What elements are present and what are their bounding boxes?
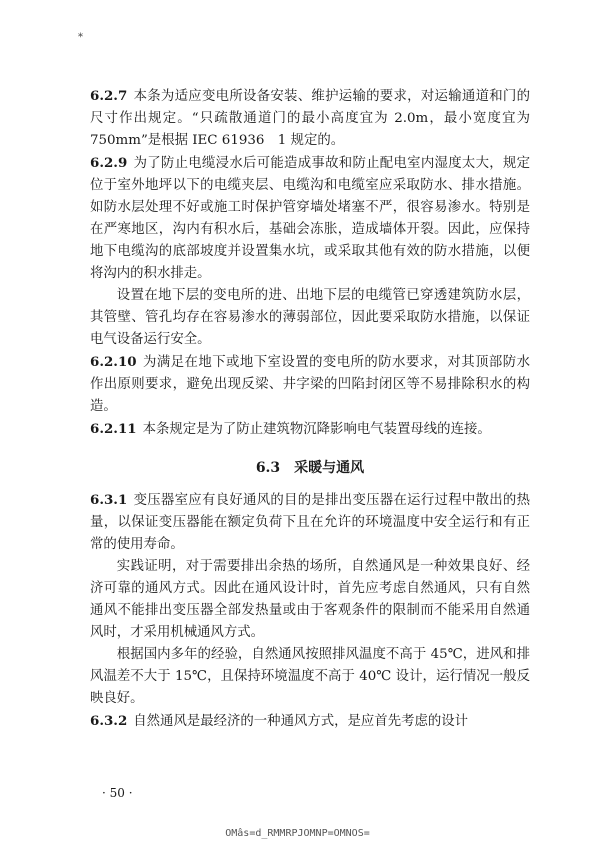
- section-heading: [90, 457, 530, 479]
- section-title-text: 采暖与通风: [294, 460, 365, 476]
- clause-6-2-7: [90, 85, 530, 152]
- clause-text: 自然通风是最经济的一种通风方式，是应首先考虑的设计: [133, 714, 469, 729]
- page-number: · 50 ·: [102, 786, 133, 800]
- section-number: 6.3: [255, 460, 281, 476]
- clause-number: 6.2.10: [90, 354, 137, 370]
- header-mark: *: [78, 32, 83, 43]
- clause-text: 变压器室应有良好通风的目的是排出变压器在运行过程中散出的热量，以保证变压器能在额定负荷下且在允许的环境温度中安全运行和有正常的使用寿命。: [90, 493, 530, 552]
- clause-6-2-10: [90, 351, 530, 418]
- clause-text: 本条规定是为了防止建筑物沉降影响电气装置母线的连接。: [142, 422, 491, 437]
- clause-6-3-2: [90, 710, 530, 733]
- clause-6-2-9: [90, 152, 530, 285]
- clause-number: 6.3.2: [90, 713, 128, 729]
- clause-number: 6.3.1: [90, 492, 128, 508]
- clause-text: 为了防止电缆浸水后可能造成事故和防止配电室内湿度太大，规定位于室外地坪以下的电缆夹层、电缆沟和电缆室应采取防水、排水措施。如防水层处理不好或施工时保护管穿墙处堵塞不严，很容易渗水。特别是在严寒地区，沟内有积水后，基础会冻胀，造成墙体开裂。因此，应保持地下电缆沟的底部坡度并设置集水坑，或采取其他有效的防水措施，以便将沟内的积水排走。: [90, 156, 530, 281]
- clause-number: 6.2.7: [90, 88, 128, 104]
- clause-6-2-11: [90, 418, 530, 441]
- clause-text: 为满足在地下或地下室设置的变电所的防水要求，对其顶部防水作出原则要求，避免出现反梁、井字梁的凹陷封闭区等不易排除积水的构造。: [90, 355, 530, 414]
- clause-6-3-1: [90, 489, 530, 556]
- page-content: [90, 85, 530, 733]
- clause-number: 6.2.11: [90, 421, 137, 437]
- body-paragraph: 设置在地下层的变电所的进、出地下层的电缆管已穿透建筑防水层，其管壁、管孔均存在容易渗水的薄弱部位，因此要采取防水措施，以保证电气设备运行安全。: [90, 288, 530, 347]
- body-paragraph: 根据国内多年的经验，自然通风按照排风温度不高于 45℃，进风和排风温差不大于 15℃，且保持环境温度不高于 40℃ 设计，运行情况一般反映良好。: [90, 647, 530, 706]
- clause-number: 6.2.9: [90, 155, 128, 171]
- clause-text: 本条为适应变电所设备安装、维护运输的要求，对运输通道和门的尺寸作出规定。“只疏散通道门的最小高度宜为 2.0m，最小宽度宜为 750mm”是根据 IEC 61936 1 规定的。: [90, 89, 530, 148]
- body-paragraph: 实践证明，对于需要排出余热的场所，自然通风是一种效果良好、经济可靠的通风方式。因此在通风设计时，首先应考虑自然通风，只有自然通风不能排出变压器全部发热量或由于客观条件的限制而不能采用自然通风时，才采用机械通风方式。: [90, 559, 530, 640]
- footer-code: OMâs=d_RMMRPJOMNP=OMNOS=: [225, 828, 370, 839]
